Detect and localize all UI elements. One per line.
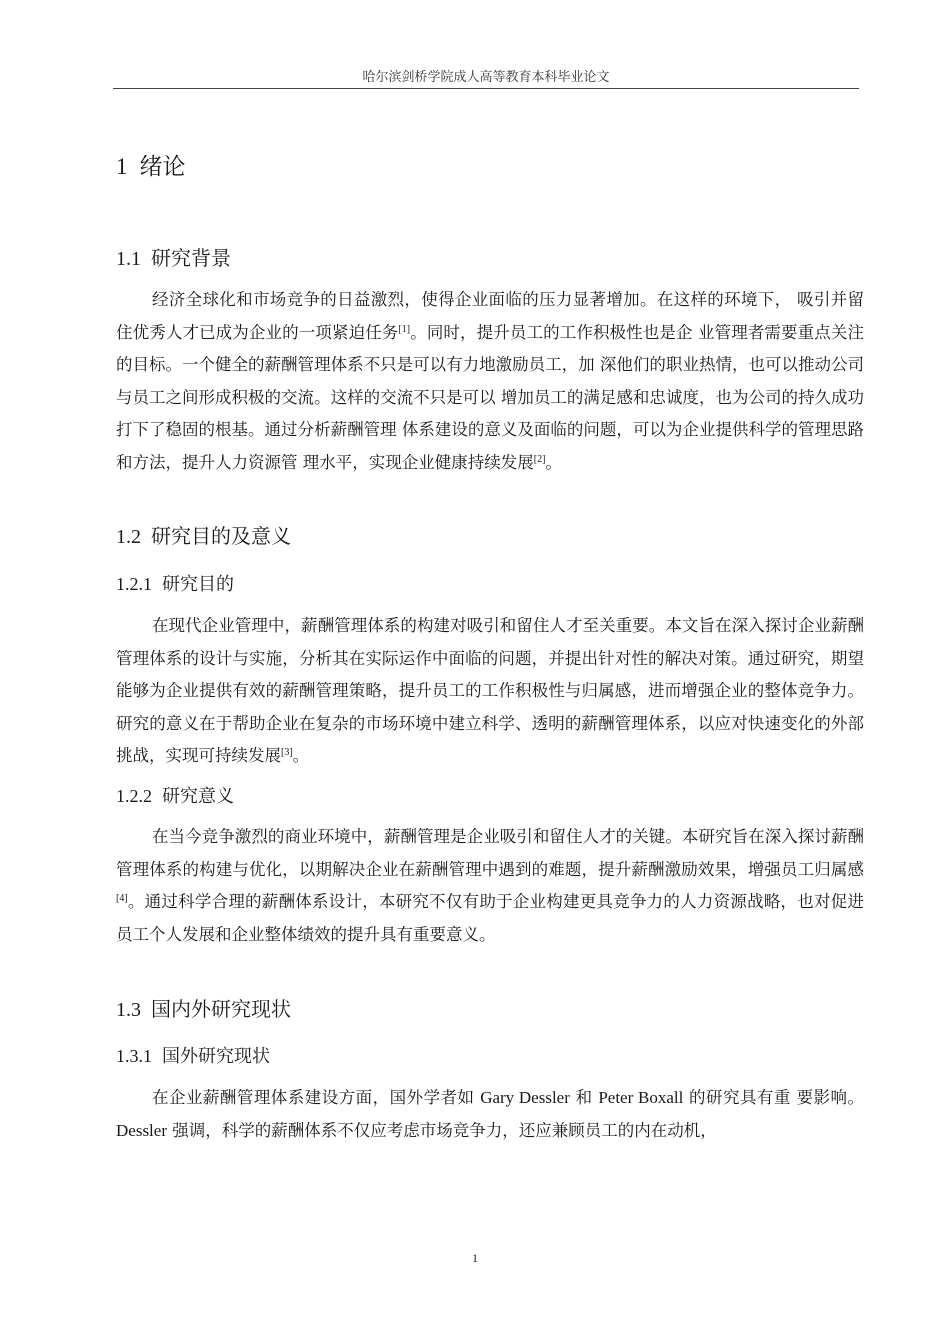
section-1-2-2-heading	[116, 782, 234, 808]
text-run: 和	[569, 1088, 599, 1107]
section-title: 研究目的及意义	[151, 524, 291, 548]
section-number: 1.3	[116, 999, 141, 1021]
text-run: 强调，科学的薪酬体系不仅应考虑市场竞争力，还应兼顾员工的内在动机，	[166, 1120, 717, 1140]
page-number: 1	[472, 1251, 478, 1265]
text-run: 。	[292, 746, 310, 766]
section-number: 1.2.1	[116, 574, 152, 594]
section-1-3-1-heading	[116, 1042, 270, 1068]
text-run: 的研究具有重 要影响。	[683, 1088, 865, 1107]
author-name: Peter Boxall	[598, 1088, 684, 1107]
author-name: Gary Dessler	[480, 1088, 570, 1107]
section-number: 1.3.1	[116, 1046, 152, 1066]
section-title: 研究背景	[151, 246, 231, 270]
author-name: Dessler	[116, 1120, 167, 1140]
section-number: 1.1	[116, 248, 141, 270]
page-header: 哈尔滨剑桥学院成人高等教育本科毕业论文	[362, 70, 610, 85]
section-title: 国内外研究现状	[151, 997, 291, 1021]
section-1-2-1-paragraph	[116, 610, 864, 773]
text-run: 。同时，提升员工的工作积极性也是企 业管理者需要重点关注的目标。一个健全的薪酬管理体系不只是可以有力地激励员工，加 深他们的职业热情，也可以推动公司与员工之间形成积极的交流。这样的交流不只是可以 增加员工的满足感和忠诚度，也为公司的持久成功打下了稳固的根基。通过分析薪酬管理 体系建设的意义及面临的问题，可以为企业提供科学的管理思路和方法，提升人力资源管 理水平，实现企业健康持续发展	[116, 322, 864, 472]
chapter-title-text: 绪论	[139, 154, 186, 180]
citation-2: [2]	[533, 453, 546, 465]
section-1-3-1-paragraph	[116, 1082, 864, 1147]
text-run: 在企业薪酬管理体系建设方面，国外学者如	[152, 1088, 481, 1107]
text-run: 在当今竞争激烈的商业环境中，薪酬管理是企业吸引和留住人才的关键。本研究旨在深入探讨薪酬管理体系的构建与优化，以期解决企业在薪酬管理中遇到的难题，提升薪酬激励效果，增强员工归属感	[116, 827, 864, 879]
section-1-1-paragraph	[116, 284, 864, 480]
text-run: 经济全球化和市场竞争的日益激烈，使得企业面临的压力显著增加。在这样的环境下， 吸引并留住优秀人才已成为企业的一项紧迫任务	[116, 290, 864, 342]
chapter-title	[116, 148, 186, 181]
section-title: 研究目的	[162, 574, 234, 595]
section-title: 国外研究现状	[162, 1046, 270, 1067]
chapter-number: 1	[116, 154, 128, 179]
section-1-3-heading	[116, 993, 291, 1022]
citation-1: [1]	[398, 323, 411, 335]
section-1-2-2-paragraph	[116, 821, 864, 951]
text-run: 。通过科学合理的薪酬体系设计，本研究不仅有助于企业构建更具竞争力的人力资源战略，也对促进员工个人发展和企业整体绩效的提升具有重要意义。	[116, 892, 864, 944]
text-run: 。	[545, 452, 562, 472]
citation-3: [3]	[281, 747, 293, 759]
section-number: 1.2	[116, 526, 141, 548]
text-run: 在现代企业管理中，薪酬管理体系的构建对吸引和留住人才至关重要。本文旨在深入探讨企业薪酬管理体系的设计与实施，分析其在实际运作中面临的问题，并提出针对性的解决对策。通过研究，期望能够为企业提供有效的薪酬管理策略，提升员工的工作积极性与归属感，进而增强企业的整体竞争力。研究的意义在于帮助企业在复杂的市场环境中建立科学、透明的薪酬管理体系，以应对快速变化的外部挑战，实现可持续发展	[116, 616, 864, 766]
section-1-2-1-heading	[116, 570, 234, 596]
section-number: 1.2.2	[116, 786, 152, 806]
section-1-2-heading	[116, 520, 291, 549]
section-title: 研究意义	[162, 786, 234, 807]
section-1-1-heading	[116, 242, 231, 271]
citation-4: [4]	[116, 893, 128, 905]
header-rule	[113, 88, 859, 89]
